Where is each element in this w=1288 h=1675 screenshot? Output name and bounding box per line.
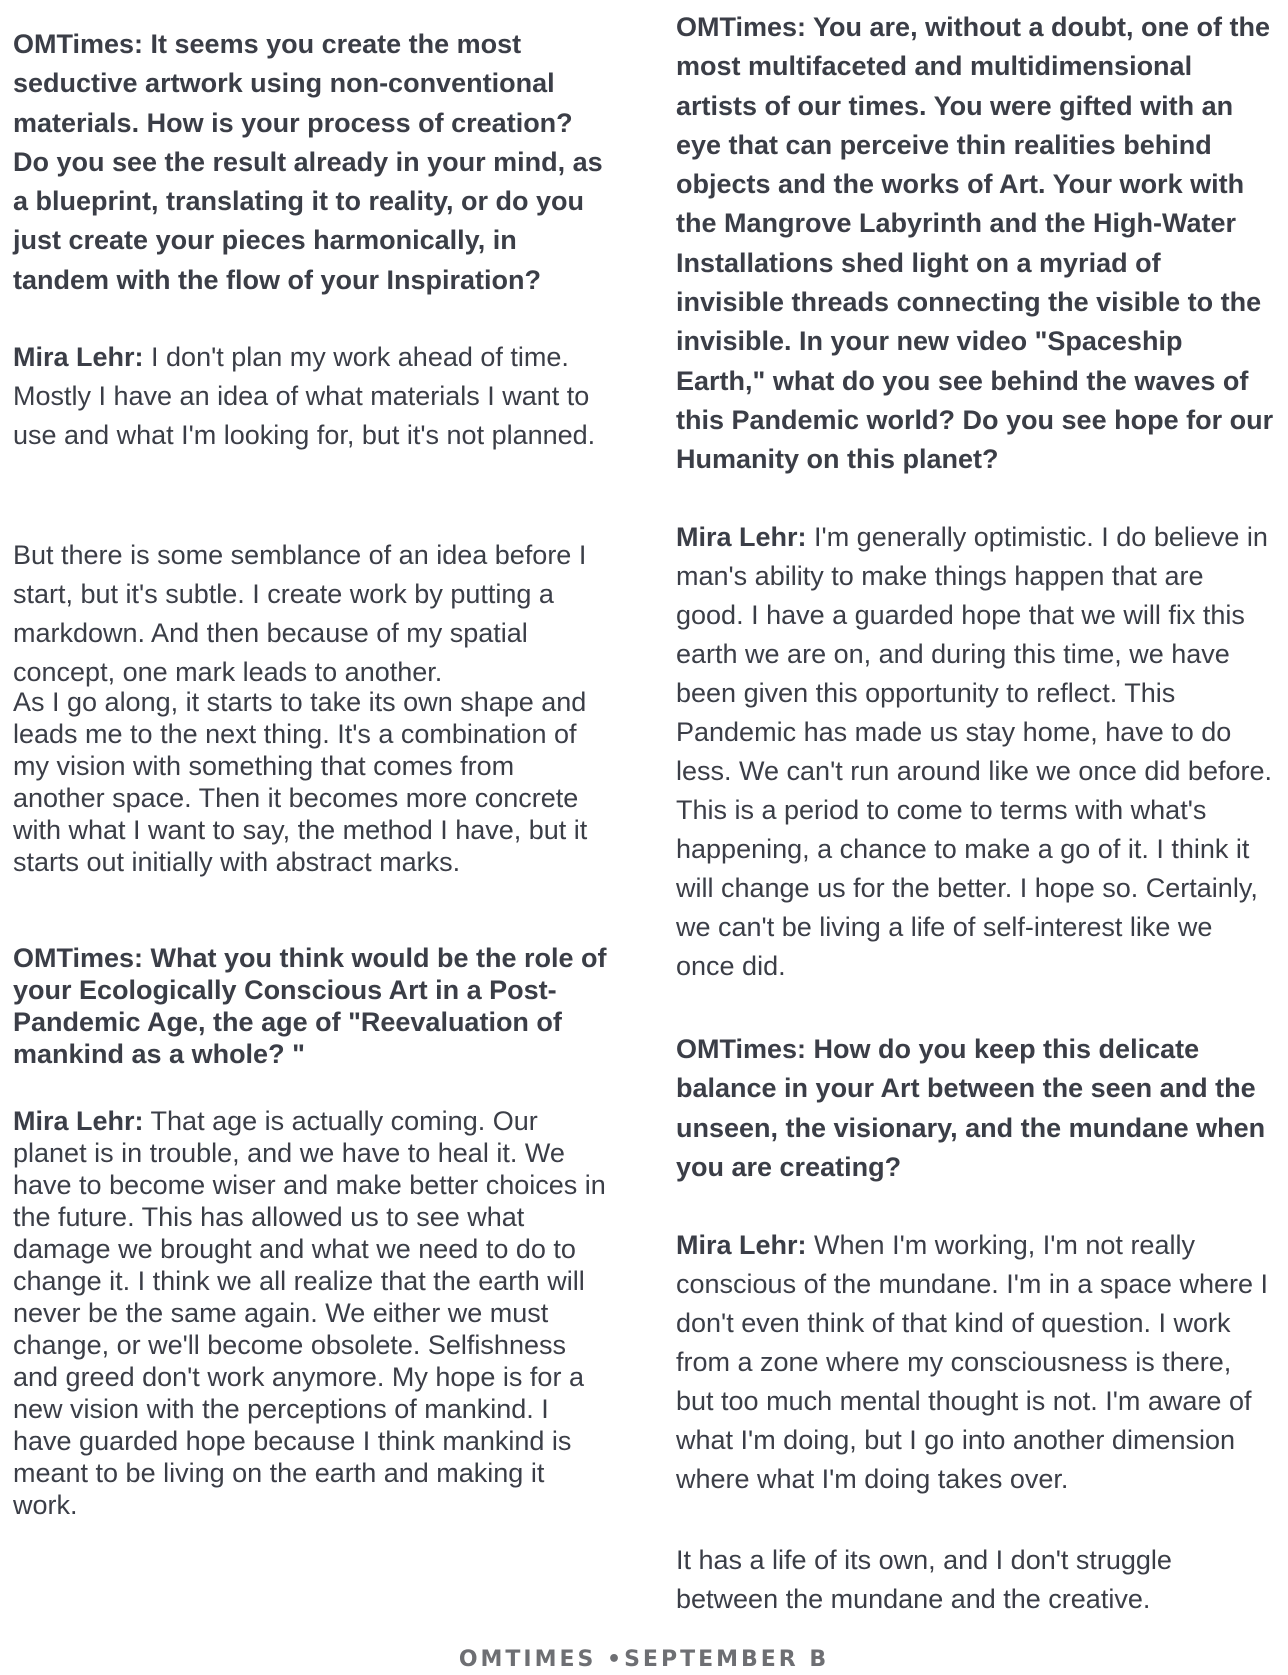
answer-spaceship-earth [676, 518, 1276, 986]
answer-life-of-its-own: It has a life of its own, and I don't struggle between the mundane and the creative. [676, 1545, 1172, 1614]
answer-post-pandemic-role [13, 1105, 613, 1521]
speaker-label: Mira Lehr: [676, 522, 807, 552]
answer-creation-process [13, 338, 613, 455]
answer-text: That age is actually coming. Our planet is in trouble, and we have to heal it. We have to become wiser and make better choices in the future. This has allowed us to see what damage we brought and what we need to do to change it. I think we all realize that the earth will never be the same again. We either we must change, or we'll become obsolete. Selfishness and greed don't work anymore. My hope is for a new vision with the perceptions of mankind. I have guarded hope because I think mankind is meant to be living on the earth and making it work. [13, 1106, 606, 1520]
question-spaceship-earth: OMTimes: You are, without a doubt, one of the most multifaceted and multidimensional artists of our times. You were gifted with an eye that can perceive thin realities behind objects and the works of Art. Your work with the Mangrove Labyrinth and the High-Water Installations shed light on a myriad of invisible threads connecting the visible to the invisible. In your new video "Spaceship Earth," what do you see behind the waves of this Pandemic world? Do you see hope for our Humanity on this planet? [676, 12, 1274, 475]
speaker-label: Mira Lehr: [676, 1230, 807, 1260]
answer-shape-paragraph: As I go along, it starts to take its own shape and leads me to the next thing. It's a combination of my vision with something that comes from another space. Then it becomes more concrete with what I want to say, the method I have, but it starts out initially with abstract marks. [13, 687, 588, 877]
speaker-label: Mira Lehr: [13, 1106, 144, 1136]
question-delicate-balance: OMTimes: How do you keep this delicate balance in your Art between the seen and the unseen, the visionary, and the mundane when you are creating? [676, 1034, 1266, 1182]
question-creation-process: OMTimes: It seems you create the most seductive artwork using non-conventional materials. How is your process of creation? Do you see the result already in your mind, as a blueprint, translating it to reality, or do you just create your pieces harmonically, in tandem with the flow of your Inspiration? [13, 29, 603, 295]
answer-text: I don't plan my work ahead of time. Mostly I have an idea of what materials I want to use and what I'm looking for, but it's not planned. [13, 342, 596, 450]
answer-semblance-paragraph: But there is some semblance of an idea before I start, but it's subtle. I create work by putting a markdown. And then because of my spatial concept, one mark leads to another. [13, 540, 587, 687]
question-post-pandemic-role: OMTimes: What you think would be the role of your Ecologically Conscious Art in a Post- Pandemic Age, the age of "Reevaluation of mankind as a whole? " [13, 943, 607, 1069]
speaker-label: Mira Lehr: [13, 342, 144, 372]
answer-text: I'm generally optimistic. I do believe in man's ability to make things happen that are good. I have a guarded hope that we will fix this earth we are on, and during this time, we have been given this opportunity to reflect. This Pandemic has made us stay home, have to do less. We can't run around like we once did before. This is a period to come to terms with what's happening, a chance to make a go of it. I think it will change us for the better. I hope so. Certainly, we can't be living a life of self-interest like we once did. [676, 522, 1272, 981]
answer-text: When I'm working, I'm not really conscious of the mundane. I'm in a space where I don't even think of that kind of question. I work from a zone where my consciousness is there, but too much mental thought is not. I'm aware of what I'm doing, but I go into another dimension where what I'm doing takes over. [676, 1230, 1268, 1494]
answer-delicate-balance [676, 1226, 1276, 1499]
page-footer: OMTIMES •SEPTEMBER B [458, 1647, 830, 1672]
